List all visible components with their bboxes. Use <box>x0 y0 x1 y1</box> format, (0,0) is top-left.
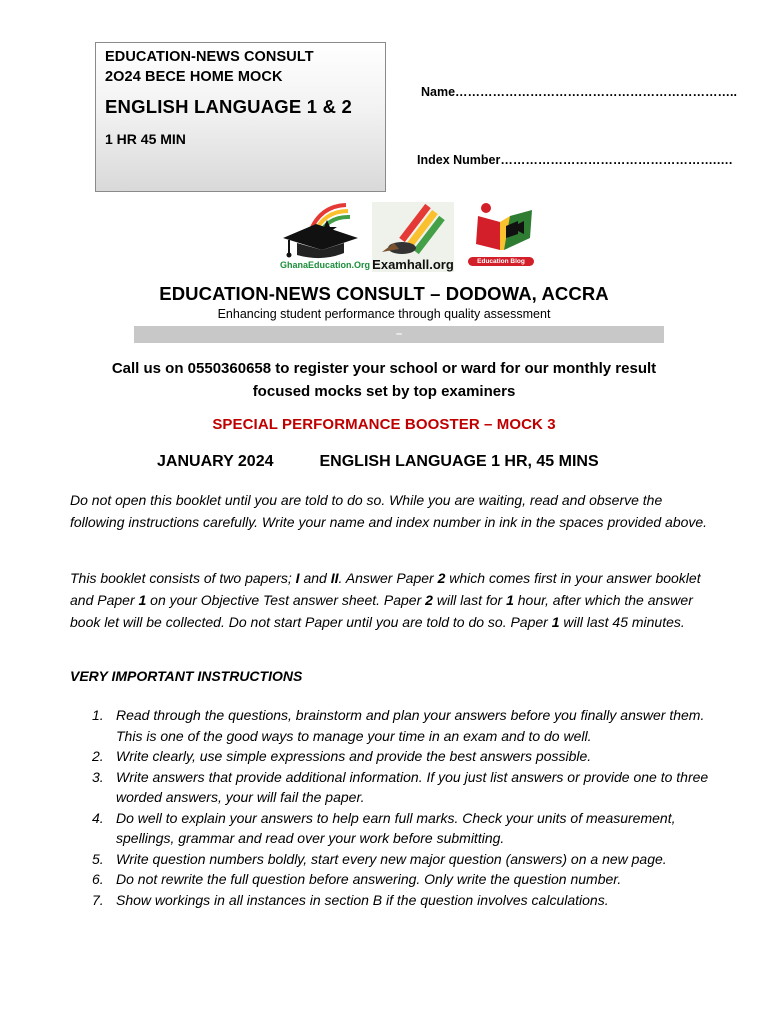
p2-text-segment: and <box>299 570 331 586</box>
paper-number: 2 <box>425 592 433 608</box>
list-item <box>92 869 712 890</box>
list-item-number: 6. <box>92 871 104 887</box>
p2-text-segment: on your Objective Test answer sheet. Paper <box>146 592 426 608</box>
list-item-text: Read through the questions, brainstorm and plan your answers before you finally answer them. This is one of the good ways to manage your time in an exam and to do well. <box>116 707 705 744</box>
exam-info-line <box>157 453 599 471</box>
instructions-list <box>92 705 712 910</box>
paper-two-roman: II <box>330 570 339 586</box>
divider-bar: – <box>134 326 664 343</box>
paper-one-roman: I <box>295 570 300 586</box>
list-item-text: Write answers that provide additional information. If you just list answers or provide one to three worded answers, your will fail the paper. <box>116 768 709 805</box>
instruction-paragraph-2 <box>70 567 710 633</box>
list-item-number: 3. <box>92 768 104 785</box>
list-item <box>92 767 712 808</box>
list-item <box>92 746 712 767</box>
paper-number: 2 <box>437 570 446 586</box>
organization-title: EDUCATION-NEWS CONSULT – DODOWA, ACCRA <box>159 283 609 304</box>
paper-number: 1 <box>551 614 560 630</box>
ghana-education-logo-text: GhanaEducation.Org <box>280 260 371 270</box>
header-subject: ENGLISH LANGUAGE 1 & 2 <box>105 96 352 117</box>
list-item-number: 5. <box>92 850 104 867</box>
list-item <box>92 705 712 746</box>
list-item-text: Do not rewrite the full question before answering. Only write the question number. <box>116 871 622 887</box>
p2-text-segment: will last for <box>432 592 507 608</box>
logo-row <box>280 202 542 272</box>
open-book-icon <box>460 202 542 254</box>
list-item-text: Do well to explain your answers to help earn full marks. Check your units of measurement, spellings, grammar and read over your work before submitting. <box>116 809 676 846</box>
list-item <box>92 890 712 911</box>
ghana-education-logo <box>280 202 371 272</box>
list-item-text: Show workings in all instances in section B if the question involves calculations. <box>116 891 609 908</box>
booster-heading: SPECIAL PERFORMANCE BOOSTER – MOCK 3 <box>212 416 556 433</box>
exam-header-box <box>95 42 386 192</box>
header-org-name: EDUCATION-NEWS CONSULT <box>105 49 314 65</box>
instruction-paragraph-1: Do not open this booklet until you are told to do so. While you are waiting, read and observe the following instructions carefully. Write your name and index number in ink in the spaces provided above. <box>70 492 708 530</box>
important-instructions-heading: VERY IMPORTANT INSTRUCTIONS <box>70 668 303 684</box>
list-item-number: 4. <box>92 809 104 826</box>
list-item-number: 7. <box>92 891 104 908</box>
exam-subject: ENGLISH LANGUAGE 1 HR, 45 MINS <box>319 453 599 470</box>
exam-date: JANUARY 2024 <box>157 453 274 470</box>
hour-number: 1 <box>506 592 514 608</box>
list-item-number: 2. <box>92 748 104 764</box>
p2-text-segment: will last 45 minutes. <box>559 614 685 630</box>
list-item <box>92 849 712 870</box>
p2-text-segment: hour, after which the answer book let will be collected. Do not start Paper until you are told to do so. Paper <box>70 592 693 630</box>
p2-text-segment: which comes first in your answer booklet and Paper <box>70 570 701 608</box>
graduation-cap-icon <box>280 202 366 260</box>
registration-callout: Call us on 0550360658 to register your school or ward for our monthly result focused mocks set by top examiners <box>111 360 657 400</box>
list-item-number: 1. <box>92 707 104 723</box>
list-item-text: Write question numbers boldly, start every new major question (answers) on a new page. <box>116 850 667 867</box>
examhall-logo-text: Examhall.org <box>372 257 454 272</box>
name-field: Name………………………………………………………….. <box>421 85 737 99</box>
education-blog-logo-text: Education Blog <box>468 257 534 266</box>
paper-number: 1 <box>138 592 147 608</box>
list-item-text: Write clearly, use simple expressions and provide the best answers possible. <box>116 748 592 764</box>
pencil-icon <box>372 202 454 256</box>
organization-tagline: Enhancing student performance through quality assessment <box>217 307 551 321</box>
examhall-logo <box>372 202 454 272</box>
header-duration: 1 HR 45 MIN <box>105 131 186 147</box>
education-blog-logo <box>460 202 542 272</box>
p2-text-segment: This booklet consists of two papers; <box>70 570 296 586</box>
p2-text-segment: . Answer Paper <box>338 570 438 586</box>
index-number-field: Index Number…………………………………………….…. <box>417 153 733 167</box>
list-item <box>92 808 712 849</box>
header-mock-title: 2O24 BECE HOME MOCK <box>105 69 283 85</box>
